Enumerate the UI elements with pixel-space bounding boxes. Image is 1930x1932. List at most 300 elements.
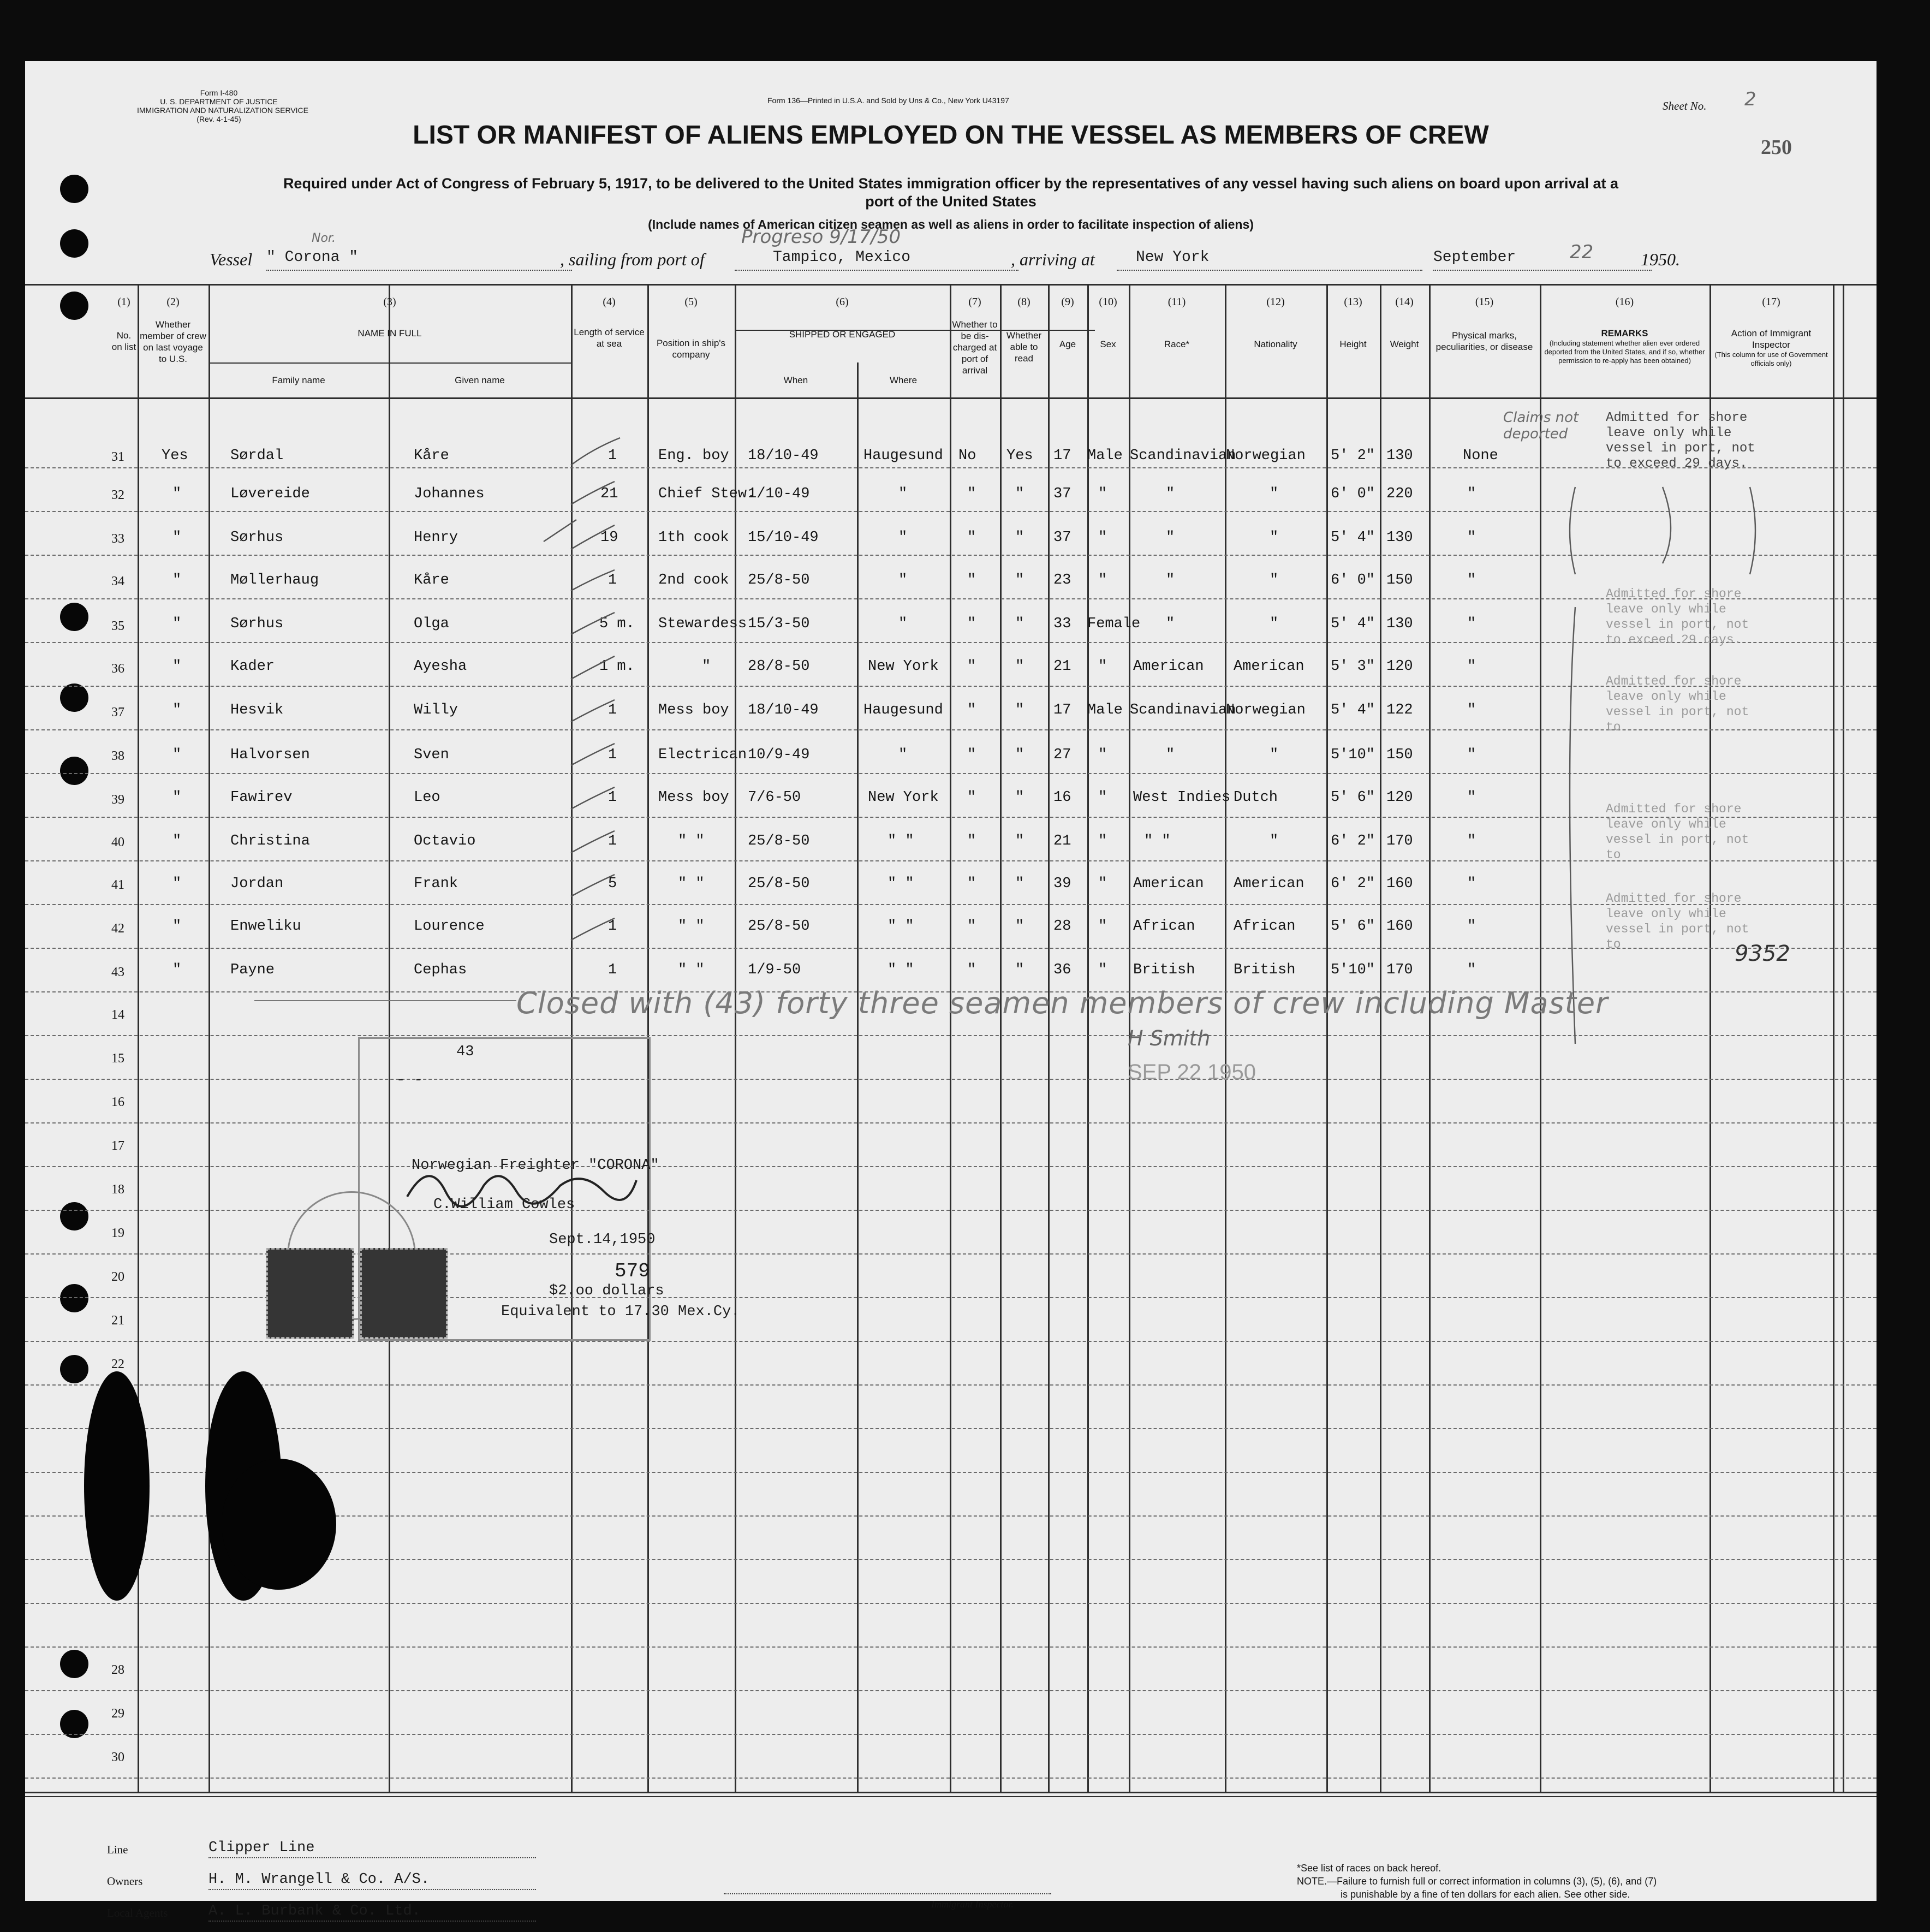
shipped-when: 15/10-49 [748,530,819,546]
length-of-service: 5 [608,876,617,892]
colnum-7: (7) [968,296,981,308]
physical-marks: " [1467,876,1476,892]
shipped-when: 18/10-49 [748,448,819,464]
member-last-voyage: " [172,789,182,806]
remarks-claims-not-deported: Claims not deported [1503,409,1579,442]
position: Mess boy [658,789,729,806]
subtitle-block [25,175,1877,211]
height: 5' 4" [1331,530,1375,546]
row-number: 22 [111,1357,124,1371]
race: " [1166,572,1175,588]
shipped-when: 28/8-50 [748,658,810,675]
shipped-when: 1/9-50 [748,962,801,978]
nationality: Norwegian [1226,448,1306,464]
weight: 130 [1386,530,1413,546]
form-id-block [137,88,308,123]
department: U. S. DEPARTMENT OF JUSTICE [160,97,278,106]
stamp-shore-leave-1: Admitted for shore leave only while vessel in port, not to exceed 29 days. [1606,411,1755,471]
footer-line-value: Clipper Line [209,1840,315,1856]
able-to-read: " [1015,658,1024,675]
race: African [1133,918,1195,935]
discharged: " [967,486,976,502]
header-physical-marks: Physical marks, peculiarities, or disease [1435,330,1533,352]
colnum-4: (4) [603,296,616,308]
position: Stewardess [658,616,747,632]
family-name: Sørhus [230,530,284,546]
family-name: Sørdal [230,448,284,464]
length-of-service: 1 [608,962,617,978]
header-sex: Sex [1100,339,1116,349]
subtitle-line-1: Required under Act of Congress of February 5, 1917, to be delivered to the United States immigration officer by the representatives of any vessel having such aliens on board upon arrival at a [283,175,1619,192]
form-number: Form I-480 [200,88,238,97]
row-number: 38 [111,749,124,763]
binder-hole [60,1650,88,1678]
shipped-where: " [898,747,908,763]
header-shipped-engaged: SHIPPED OR ENGAGED [789,329,896,340]
weight: 130 [1386,448,1413,464]
length-of-service: 1 [608,833,617,849]
certificate-master: C.William Cowles [433,1197,575,1213]
shipped-when: 15/3-50 [748,616,810,632]
header-remarks: REMARKS [1601,328,1648,338]
position: 1th cook [658,530,729,546]
age: 23 [1053,572,1071,588]
weight: 220 [1386,486,1413,502]
row-number: 14 [111,1008,124,1022]
nationality: Dutch [1234,789,1278,806]
race: Scandinavian [1130,448,1236,464]
shipped-where: " [898,616,908,632]
member-last-voyage: " [172,918,182,935]
sailing-label: , sailing from port of [560,249,705,269]
family-name: Sørhus [230,616,284,632]
race: " [1166,616,1175,632]
given-name: Olga [414,616,449,632]
nationality: " [1270,530,1279,546]
able-to-read: " [1015,486,1024,502]
header-height: Height [1339,339,1367,349]
member-last-voyage: " [172,616,182,632]
header-weight: Weight [1390,339,1419,349]
race: " [1166,530,1175,546]
colnum-9: (9) [1061,296,1074,308]
colnum-2: (2) [166,296,180,308]
age: 37 [1053,486,1071,502]
member-last-voyage: " [172,658,182,675]
service: IMMIGRATION AND NATURALIZATION SERVICE [137,106,308,115]
weight: 150 [1386,747,1413,763]
colnum-15: (15) [1475,296,1494,308]
footer-notes [1297,1862,1657,1901]
colnum-10: (10) [1099,296,1117,308]
age: 36 [1053,962,1071,978]
height: 5' 6" [1331,918,1375,935]
weight: 160 [1386,876,1413,892]
nationality: Norwegian [1226,702,1306,718]
row-number: 28 [111,1663,124,1677]
header-given-name: Given name [455,375,505,385]
given-name: Henry [414,530,458,546]
shipped-where: " [898,530,908,546]
date-stamp: SEP 22 1950 [1128,1060,1256,1084]
manifest-sheet [25,61,1877,1919]
form-title: LIST OR MANIFEST OF ALIENS EMPLOYED ON THE VESSEL AS MEMBERS OF CREW [413,121,1489,150]
able-to-read: " [1015,876,1024,892]
row-number: 35 [111,619,124,633]
physical-marks: " [1467,658,1476,675]
subtitle-line-2: port of the United States [865,193,1037,210]
sex: " [1098,572,1107,588]
position: " " [678,876,705,892]
vessel-label: Vessel [210,249,253,269]
colnum-12: (12) [1266,296,1285,308]
certificate-count: 43 [456,1044,474,1060]
length-of-service: 5 m. [599,616,635,632]
able-to-read: " [1015,572,1024,588]
race: Scandinavian [1130,702,1236,718]
family-name: Payne [230,962,275,978]
header-position: Position in ship's company [656,338,726,360]
discharged: " [967,616,976,632]
shipped-where: New York [868,789,939,806]
family-name: Christina [230,833,310,849]
header-family-name: Family name [272,375,325,385]
header-action-block [1712,328,1831,368]
sex: Female [1087,616,1141,632]
row-number: 18 [111,1182,124,1197]
given-name: Sven [414,747,449,763]
row-number: 20 [111,1270,124,1284]
member-last-voyage: " [172,530,182,546]
nationality: " [1270,572,1279,588]
given-name: Kåre [414,572,449,588]
height: 5' 4" [1331,616,1375,632]
age: 37 [1053,530,1071,546]
row-number: 39 [111,793,124,807]
handwritten-number: 9352 [1735,941,1790,966]
race: American [1133,876,1204,892]
length-of-service: 19 [600,530,618,546]
member-last-voyage: " [172,833,182,849]
shipped-when: 7/6-50 [748,789,801,806]
sex: " [1098,918,1107,935]
member-last-voyage: Yes [162,448,188,464]
nationality: American [1234,876,1304,892]
height: 6' 0" [1331,486,1375,502]
sex: " [1098,658,1107,675]
nationality: " [1270,747,1279,763]
age: 33 [1053,616,1071,632]
row-number: 37 [111,705,124,720]
physical-marks: None [1463,448,1498,464]
weight: 160 [1386,918,1413,935]
shipped-where: " " [887,876,914,892]
length-of-service: 1 [608,572,617,588]
row-number: 29 [111,1707,124,1721]
arrival-year: 1950. [1641,249,1680,269]
race: West Indies [1133,789,1231,806]
member-last-voyage: " [172,702,182,718]
family-name: Kader [230,658,275,675]
colnum-11: (11) [1167,296,1186,308]
row-number: 30 [111,1750,124,1764]
position: Electrican [658,747,747,763]
given-name: Cephas [414,962,467,978]
family-name: Hesvik [230,702,284,718]
discharged: " [967,530,976,546]
discharged: " [967,789,976,806]
sex: " [1098,747,1107,763]
physical-marks: " [1467,918,1476,935]
member-last-voyage: " [172,747,182,763]
physical-marks: " [1467,962,1476,978]
wax-seal [222,1459,336,1590]
closing-note: Closed with (43) forty three seamen members of crew including Master [516,986,1609,1020]
able-to-read: " [1015,918,1024,935]
weight: 170 [1386,833,1413,849]
height: 6' 0" [1331,572,1375,588]
row-number: 16 [111,1095,124,1109]
fee-stamp [266,1248,354,1339]
able-to-read: " [1015,530,1024,546]
given-name: Johannes [414,486,485,502]
shipped-where: " [898,572,908,588]
sex: " [1098,876,1107,892]
header-remarks-note: (Including statement whether alien ever ordered deported from the United States, and if so, whether permission to re-apply has been obtained) [1544,339,1705,365]
given-name: Octavio [414,833,476,849]
stamp-shore-leave-3: Admitted for shore leave only while vessel in port, not to [1606,674,1749,734]
length-of-service: 1 [608,448,617,464]
able-to-read: " [1015,833,1024,849]
member-last-voyage: " [172,572,182,588]
colnum-8: (8) [1017,296,1030,308]
weight: 150 [1386,572,1413,588]
position: Eng. boy [658,448,729,464]
binder-hole [60,1284,88,1312]
footer-penalty-note-1: NOTE.—Failure to furnish full or correct information in columns (3), (5), (6), and (7) [1297,1876,1657,1887]
shipped-when: 25/8-50 [748,833,810,849]
binder-hole [60,603,88,631]
footer-race-note: *See list of races on back hereof. [1297,1863,1441,1874]
shipped-when: 10/9-49 [748,747,810,763]
age: 39 [1053,876,1071,892]
footer-owners-label: Owners [107,1875,143,1888]
binder-hole [60,683,88,712]
row-number: 17 [111,1139,124,1153]
age: 28 [1053,918,1071,935]
binder-hole [60,757,88,785]
member-last-voyage: " [172,486,182,502]
sex: " [1098,789,1107,806]
colnum-17: (17) [1762,296,1780,308]
age: 17 [1053,448,1071,464]
row-number: 21 [111,1313,124,1328]
physical-marks: " [1467,486,1476,502]
colnum-13: (13) [1344,296,1362,308]
race: American [1133,658,1204,675]
family-name: Løvereide [230,486,310,502]
arrival-month: September [1433,249,1516,266]
position: " " [678,833,705,849]
sex: " [1098,962,1107,978]
header-action-inspector: Action of Immigrant Inspector [1731,328,1812,350]
shipped-where: New York [868,658,939,675]
discharged: " [967,833,976,849]
height: 5'10" [1331,962,1375,978]
footer-owners-value: H. M. Wrangell & Co. A/S. [209,1871,430,1888]
age: 21 [1053,658,1071,675]
height: 5' 6" [1331,789,1375,806]
header-no-on-list: No. on list [111,330,136,352]
able-to-read: " [1015,789,1024,806]
sailing-port-handwritten: Progreso 9/17/50 [741,226,901,248]
certificate-vessel: Norwegian Freighter "CORONA" [412,1157,659,1174]
nationality: African [1234,918,1296,935]
sex: " [1098,530,1107,546]
header-age: Age [1059,339,1076,349]
shipped-when: 25/8-50 [748,572,810,588]
colnum-3: (3) [383,296,396,308]
sheet-number-value: 2 [1744,88,1756,110]
height: 5' 2" [1331,448,1375,464]
member-last-voyage: " [172,876,182,892]
member-last-voyage: " [172,962,182,978]
discharged: No [958,448,976,464]
remarks-brackets [1542,465,1788,1055]
row-number: 40 [111,835,124,849]
row-number: 15 [111,1051,124,1066]
weight: 170 [1386,962,1413,978]
header-able-to-read: Whether able to read [1006,330,1042,364]
shipped-where: Haugesund [863,448,943,464]
discharged: " [967,572,976,588]
discharged: " [967,962,976,978]
given-name: Lourence [414,918,485,935]
printer-line: Form 136—Printed in U.S.A. and Sold by Uns & Co., New York U43197 [767,96,1009,105]
binder-hole [60,1355,88,1383]
family-name: Enweliku [230,918,301,935]
binder-hole [60,292,88,320]
discharged: " [967,658,976,675]
physical-marks: " [1467,789,1476,806]
physical-marks: " [1467,530,1476,546]
race: " [1166,747,1175,763]
stamp-shore-leave-2: Admitted for shore leave only while vessel in port, not to exceed 29 days. [1606,587,1749,647]
colnum-5: (5) [684,296,698,308]
discharged: " [967,876,976,892]
able-to-read: " [1015,616,1024,632]
given-name: Frank [414,876,458,892]
stamped-page-number: 250 [1761,136,1792,159]
discharged: " [967,747,976,763]
header-action-note: (This column for use of Government officials only) [1714,350,1828,367]
race: " " [1144,833,1171,849]
arrival-day: 22 [1570,241,1594,263]
age: 21 [1053,833,1071,849]
fee-stamp [360,1248,448,1339]
given-name: Ayesha [414,658,467,675]
length-of-service: 21 [600,486,618,502]
nationality: American [1234,658,1304,675]
master-signature [396,1153,647,1218]
family-name: Halvorsen [230,747,310,763]
age: 27 [1053,747,1071,763]
weight: 120 [1386,658,1413,675]
nationality: " [1270,616,1279,632]
stamp-shore-leave-4: Admitted for shore leave only while vessel in port, not to [1606,802,1749,862]
position: Mess boy [658,702,729,718]
sex: " [1098,833,1107,849]
footer-agents-value: A. L. Burbank & Co. Ltd. [209,1903,421,1919]
position: " [702,658,711,675]
row-number: 36 [111,662,124,676]
sex: " [1098,486,1107,502]
row-number: 31 [111,450,124,464]
family-name: Møllerhaug [230,572,319,588]
discharged: " [967,918,976,935]
arriving-label: , arriving at [1011,249,1095,269]
row-number: 43 [111,965,124,979]
wax-seal [84,1371,150,1601]
row-number: 41 [111,878,124,892]
family-name: Fawirev [230,789,293,806]
row-number: 19 [111,1226,124,1240]
header-member-last-voyage: Whether member of crew on last voyage to U.S. [140,319,206,364]
shipped-when: 25/8-50 [748,876,810,892]
header-remarks-block [1541,328,1708,365]
able-to-read: " [1015,702,1024,718]
vessel-nationality-note: Nor. [312,231,336,245]
able-to-read: " [1015,747,1024,763]
certificate-date: Sept.14,1950 [549,1232,656,1248]
header-name-in-full: NAME IN FULL [358,328,422,338]
physical-marks: " [1467,702,1476,718]
header-when: When [783,375,808,385]
colnum-16: (16) [1615,296,1634,308]
header-length-service: Length of service at sea [574,327,645,349]
footer-agents-label: Local Agents [107,1906,168,1919]
given-name: Leo [414,789,440,806]
colnum-14: (14) [1395,296,1414,308]
certificate-fee: $2.oo dollars [549,1283,664,1299]
vessel-name: " Corona " [266,249,359,266]
length-of-service: 1 [608,747,617,763]
header-race: Race* [1164,339,1190,349]
footer-penalty-note-2: is punishable by a fine of ten dollars for each alien. See other side. [1341,1889,1630,1900]
row-number: 42 [111,922,124,936]
colnum-6: (6) [836,296,849,308]
arriving-port: New York [1136,249,1210,266]
height: 6' 2" [1331,833,1375,849]
shipped-when: 25/8-50 [748,918,810,935]
inspector-initials: H Smith [1128,1026,1211,1050]
colnum-1: (1) [117,296,130,308]
given-name: Kåre [414,448,449,464]
handwritten-tick-marks [538,487,582,563]
physical-marks: " [1467,572,1476,588]
header-nationality: Nationality [1254,339,1297,349]
header-where: Where [889,375,918,385]
sailing-port: Tampico, Mexico [773,249,911,266]
length-of-service: 1 m. [599,658,635,675]
shipped-when: 1/10-49 [748,486,810,502]
given-name: Willy [414,702,458,718]
header-discharged: Whether to be dis-charged at port of arrival [952,319,998,376]
race: British [1133,962,1195,978]
weight: 122 [1386,702,1413,718]
weight: 120 [1386,789,1413,806]
age: 16 [1053,789,1071,806]
